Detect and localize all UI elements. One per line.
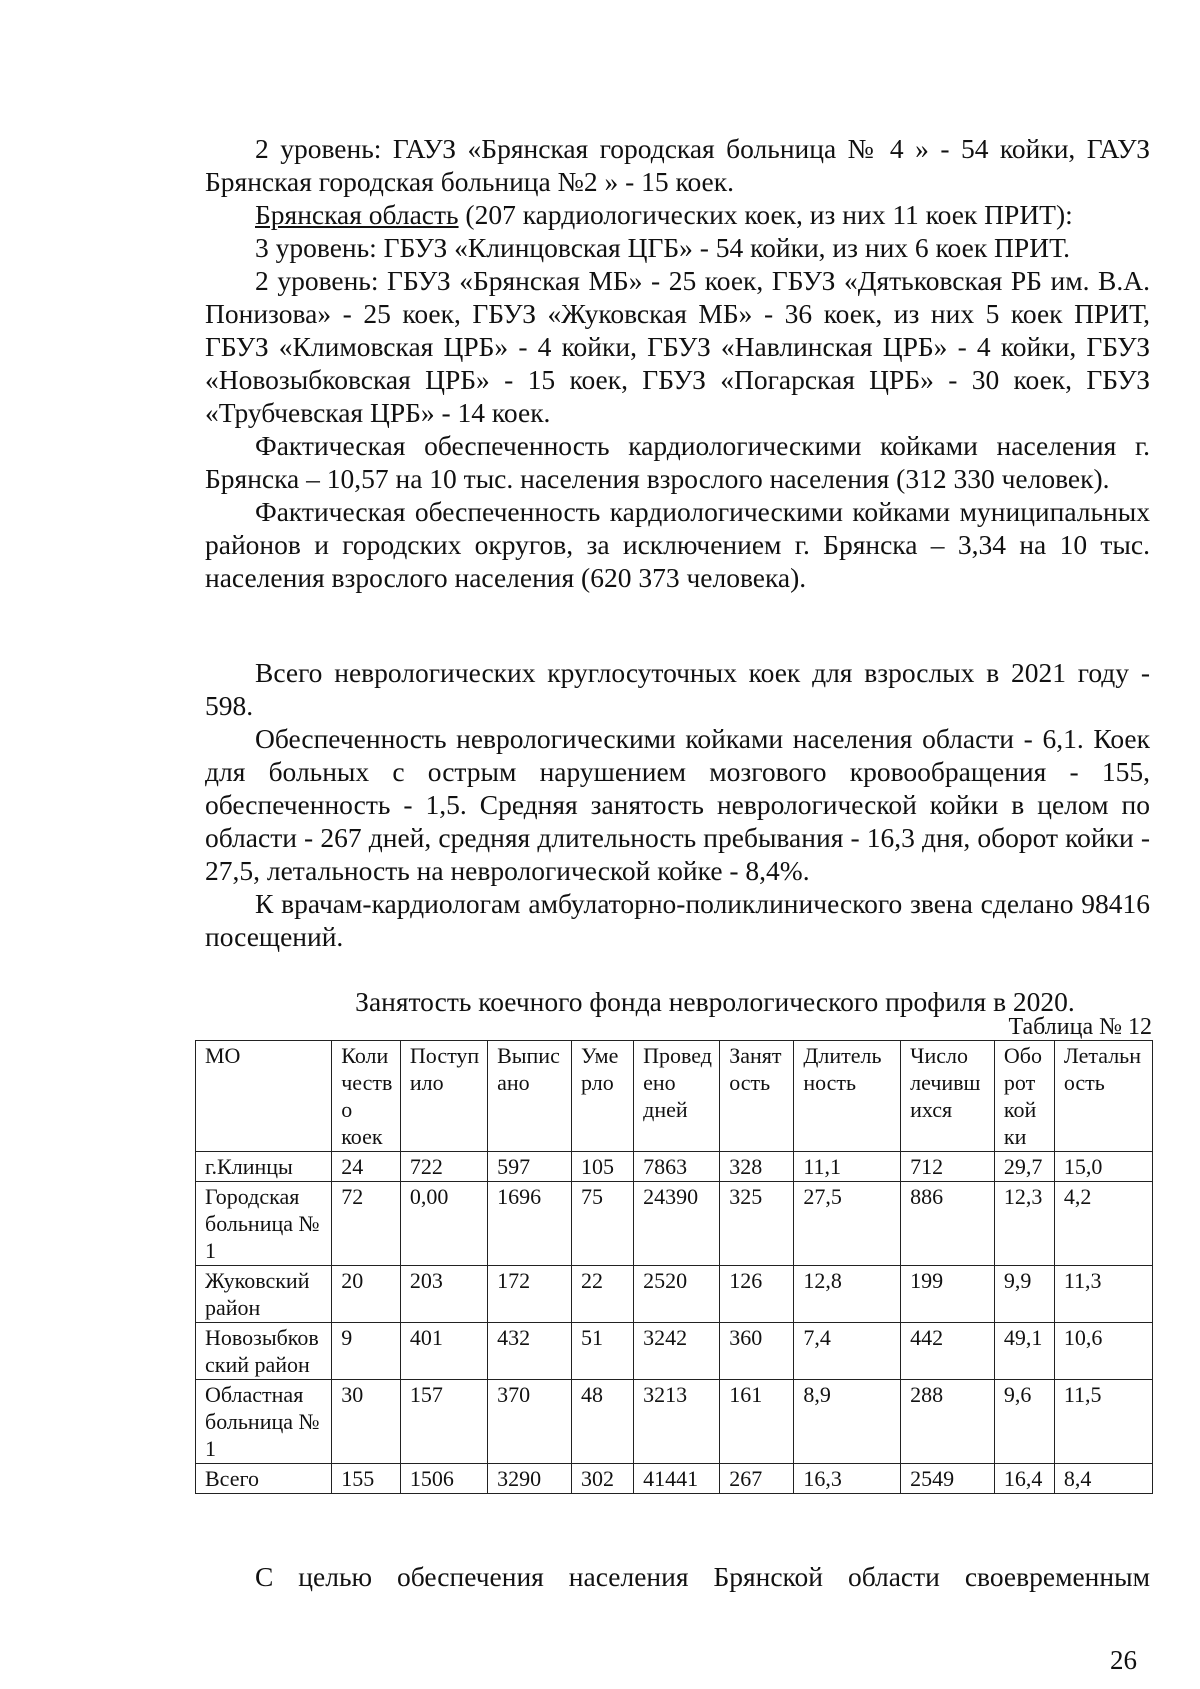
table-cell: 155	[332, 1464, 401, 1494]
header-bed-days: Проведено дней	[634, 1041, 720, 1152]
header-bed-count: Количество коек	[332, 1041, 401, 1152]
table-cell: 24	[332, 1152, 401, 1182]
table-cell: Всего	[196, 1464, 332, 1494]
body-text-middle	[205, 656, 1150, 953]
table-cell: 442	[901, 1323, 995, 1380]
table-cell: 4,2	[1054, 1182, 1152, 1266]
region-label: Брянская область	[255, 199, 459, 230]
table-cell: 27,5	[794, 1182, 901, 1266]
table-cell: 48	[572, 1380, 634, 1464]
table-cell: 29,7	[994, 1152, 1054, 1182]
table-cell: 11,1	[794, 1152, 901, 1182]
table-row	[196, 1266, 1153, 1323]
table-row	[196, 1380, 1153, 1464]
paragraph-neuro-provision: Обеспеченность неврологическими койками населения области - 6,1. Коек для больных с острым нарушением мозгового кровообращения - 155, обеспеченность - 1,5. Средняя занятость неврологической койки в целом по области - 267 дней, средняя длительность пребывания - 16,3 дня, оборот койки - 27,5, летальность на неврологической койке - 8,4%.	[205, 723, 1150, 886]
header-bed-turnover: Оборот койки	[994, 1041, 1054, 1152]
table-cell: 161	[720, 1380, 794, 1464]
table-cell: 370	[488, 1380, 572, 1464]
table-cell: 2549	[901, 1464, 995, 1494]
paragraph-region-beds	[205, 198, 1150, 231]
table-cell: 30	[332, 1380, 401, 1464]
table-cell: 597	[488, 1152, 572, 1182]
header-died: Умерло	[572, 1041, 634, 1152]
table-cell: 328	[720, 1152, 794, 1182]
table-cell: 12,3	[994, 1182, 1054, 1266]
table-cell: 15,0	[1054, 1152, 1152, 1182]
region-beds-text: (207 кардиологических коек, из них 11 коек ПРИТ):	[465, 199, 1073, 230]
table-cell: 16,3	[794, 1464, 901, 1494]
table-cell: 9,6	[994, 1380, 1054, 1464]
paragraph-cardiology-visits: К врачам-кардиологам амбулаторно-поликлинического звена сделано 98416 посещений.	[205, 888, 1150, 952]
closing-paragraph: С целью обеспечения населения Брянской области своевременным	[255, 1561, 1150, 1592]
paragraph-bryansk-provision: Фактическая обеспеченность кардиологическими койками населения г. Брянска – 10,57 на 10 тыс. населения взрослого населения (312 330 человек).	[205, 430, 1150, 494]
table-cell: 325	[720, 1182, 794, 1266]
table-cell: 7863	[634, 1152, 720, 1182]
neuro-bed-occupancy-table	[195, 1040, 1153, 1494]
table-cell: 172	[488, 1266, 572, 1323]
table-cell: 8,9	[794, 1380, 901, 1464]
header-mo: МО	[196, 1041, 332, 1152]
header-treated-count: Число лечившихся	[901, 1041, 995, 1152]
table-title: Занятость коечного фонда неврологического профиля в 2020.	[355, 986, 1075, 1017]
table-cell: 51	[572, 1323, 634, 1380]
paragraph-districts-provision: Фактическая обеспеченность кардиологическими койками муниципальных районов и городских округов, за исключением г. Брянска – 3,34 на 10 тыс. населения взрослого населения (620 373 человека).	[205, 496, 1150, 593]
header-occupancy: Занятость	[720, 1041, 794, 1152]
table-cell: 157	[400, 1380, 487, 1464]
table-cell: 3290	[488, 1464, 572, 1494]
table-header-row	[196, 1041, 1153, 1152]
table-header	[196, 1041, 1153, 1152]
table-body	[196, 1152, 1153, 1494]
table-cell: 75	[572, 1182, 634, 1266]
paragraph-bryansk-level2: 2 уровень: ГАУЗ «Брянская городская больница № 4 » - 54 койки, ГАУЗ Брянская городская больница №2 » - 15 коек.	[205, 133, 1150, 197]
table-cell: Новозыбковский район	[196, 1323, 332, 1380]
table-cell: г.Клинцы	[196, 1152, 332, 1182]
table-cell: 10,6	[1054, 1323, 1152, 1380]
table-cell: 49,1	[994, 1323, 1054, 1380]
table-cell: 12,8	[794, 1266, 901, 1323]
table-cell: 712	[901, 1152, 995, 1182]
table-cell: 24390	[634, 1182, 720, 1266]
table-cell: 302	[572, 1464, 634, 1494]
table-cell: 3213	[634, 1380, 720, 1464]
table-cell: Областная больница № 1	[196, 1380, 332, 1464]
table-cell: 16,4	[994, 1464, 1054, 1494]
table-row	[196, 1152, 1153, 1182]
table-cell: 267	[720, 1464, 794, 1494]
table-cell: 203	[400, 1266, 487, 1323]
page-number: 26	[1110, 1645, 1137, 1675]
table-cell: 41441	[634, 1464, 720, 1494]
table-cell: 9	[332, 1323, 401, 1380]
body-text-top	[205, 132, 1150, 594]
table-number: Таблица № 12	[1008, 1014, 1152, 1040]
table-cell: 360	[720, 1323, 794, 1380]
table-cell: 22	[572, 1266, 634, 1323]
header-mortality: Летальность	[1054, 1041, 1152, 1152]
table-cell: 886	[901, 1182, 995, 1266]
table-cell: 432	[488, 1323, 572, 1380]
table-cell: 199	[901, 1266, 995, 1323]
paragraph-region-level2: 2 уровень: ГБУЗ «Брянская МБ» - 25 коек, ГБУЗ «Дятьковская РБ им. В.А. Понизова» - 25 коек, ГБУЗ «Жуковская МБ» - 36 коек, из них 5 коек ПРИТ, ГБУЗ «Климовская ЦРБ» - 4 койки, ГБУЗ «Навлинская ЦРБ» - 4 койки, ГБУЗ «Новозыбковская ЦРБ» - 15 коек, ГБУЗ «Погарская ЦРБ» - 30 коек, ГБУЗ «Трубчевская ЦРБ» - 14 коек.	[205, 265, 1150, 428]
table-cell: 11,5	[1054, 1380, 1152, 1464]
table-cell: 722	[400, 1152, 487, 1182]
table-cell: 1506	[400, 1464, 487, 1494]
table-cell: 288	[901, 1380, 995, 1464]
table-cell: 72	[332, 1182, 401, 1266]
table-cell: Городская больница № 1	[196, 1182, 332, 1266]
table-total-row	[196, 1464, 1153, 1494]
table-cell: 1696	[488, 1182, 572, 1266]
table-cell: 11,3	[1054, 1266, 1152, 1323]
table-cell: 105	[572, 1152, 634, 1182]
table-cell: 2520	[634, 1266, 720, 1323]
table-cell: Жуковский район	[196, 1266, 332, 1323]
header-admitted: Поступило	[400, 1041, 487, 1152]
paragraph-region-level3: 3 уровень: ГБУЗ «Клинцовская ЦГБ» - 54 койки, из них 6 коек ПРИТ.	[255, 232, 1070, 263]
table-cell: 401	[400, 1323, 487, 1380]
table-cell: 8,4	[1054, 1464, 1152, 1494]
table-row	[196, 1182, 1153, 1266]
table-cell: 126	[720, 1266, 794, 1323]
header-length-of-stay: Длительность	[794, 1041, 901, 1152]
table-cell: 9,9	[994, 1266, 1054, 1323]
table-row	[196, 1323, 1153, 1380]
table-cell: 3242	[634, 1323, 720, 1380]
table-cell: 20	[332, 1266, 401, 1323]
table-cell: 7,4	[794, 1323, 901, 1380]
table-cell: 0,00	[400, 1182, 487, 1266]
header-discharged: Выписано	[488, 1041, 572, 1152]
paragraph-neuro-beds-total: Всего неврологических круглосуточных коек для взрослых в 2021 году - 598.	[205, 657, 1150, 721]
